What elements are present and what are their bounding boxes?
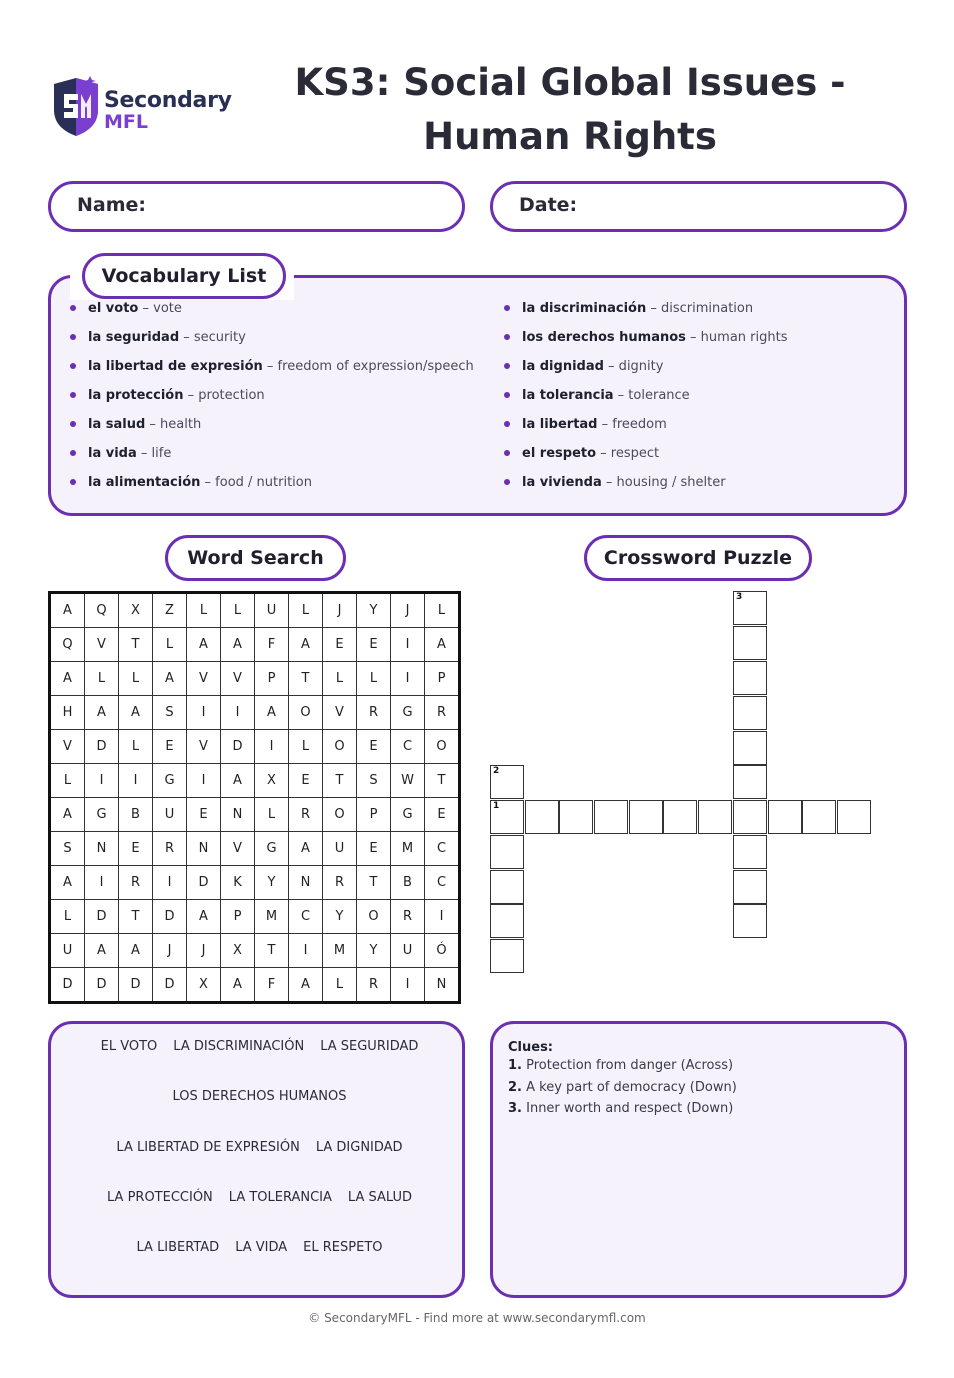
vocab-item	[70, 297, 470, 326]
grid-cell[interactable]: R	[357, 968, 391, 1003]
grid-cell[interactable]: M	[323, 934, 357, 968]
grid-cell[interactable]: E	[187, 798, 221, 832]
crossword-cell[interactable]	[559, 800, 593, 834]
grid-cell[interactable]: X	[221, 934, 255, 968]
crossword-cell[interactable]	[733, 800, 767, 834]
grid-cell[interactable]: M	[391, 832, 425, 866]
grid-cell[interactable]: L	[323, 662, 357, 696]
word-search-heading: Word Search	[165, 535, 346, 581]
word-list-item: LA DIGNIDAD	[315, 1140, 403, 1155]
grid-cell[interactable]: B	[391, 866, 425, 900]
grid-row	[50, 968, 460, 1003]
grid-cell[interactable]: O	[357, 900, 391, 934]
grid-cell[interactable]: G	[153, 764, 187, 798]
grid-cell[interactable]: E	[153, 730, 187, 764]
word-list-item: LA VIDA	[235, 1240, 288, 1255]
vocab-meaning: – protection	[183, 388, 265, 403]
grid-cell[interactable]: E	[357, 628, 391, 662]
vocab-item	[504, 442, 904, 471]
grid-cell[interactable]: D	[153, 968, 187, 1003]
word-list-item: LA TOLERANCIA	[228, 1190, 332, 1205]
name-label: Name:	[77, 194, 147, 216]
crossword-cell[interactable]	[768, 800, 802, 834]
vocab-meaning: – freedom of expression/speech	[262, 359, 474, 374]
bullet-icon	[504, 392, 510, 398]
grid-cell[interactable]: I	[289, 934, 323, 968]
grid-cell[interactable]: D	[221, 730, 255, 764]
grid-cell[interactable]: F	[255, 628, 289, 662]
grid-cell[interactable]: Y	[357, 934, 391, 968]
bullet-icon	[504, 479, 510, 485]
grid-cell[interactable]: A	[289, 968, 323, 1003]
grid-row	[50, 900, 460, 934]
grid-cell[interactable]: J	[323, 593, 357, 628]
grid-cell[interactable]: L	[323, 968, 357, 1003]
grid-cell[interactable]: E	[119, 832, 153, 866]
word-list-row	[51, 1089, 468, 1104]
logo-shield-icon	[50, 76, 102, 138]
grid-cell[interactable]: P	[357, 798, 391, 832]
word-search-grid	[48, 591, 461, 1004]
grid-cell[interactable]: N	[221, 798, 255, 832]
crossword-cell[interactable]	[490, 939, 524, 973]
grid-cell[interactable]: Y	[357, 593, 391, 628]
grid-cell[interactable]: O	[289, 696, 323, 730]
grid-cell[interactable]: E	[425, 798, 460, 832]
grid-cell[interactable]: S	[153, 696, 187, 730]
grid-cell[interactable]: X	[119, 593, 153, 628]
clue-number-2: 2	[493, 766, 500, 776]
grid-cell[interactable]: P	[221, 900, 255, 934]
crossword-cell[interactable]	[802, 800, 836, 834]
grid-cell[interactable]: V	[85, 628, 119, 662]
crossword-cell[interactable]	[733, 696, 767, 730]
crossword-cell[interactable]	[837, 800, 871, 834]
word-list-item: LA PROTECCIÓN	[107, 1190, 213, 1205]
word-list-item: LA SEGURIDAD	[320, 1039, 419, 1054]
grid-cell[interactable]: U	[391, 934, 425, 968]
vocab-meaning: – housing / shelter	[601, 475, 726, 490]
grid-cell[interactable]: L	[153, 628, 187, 662]
vocab-term: el voto	[88, 301, 139, 316]
crossword-cell[interactable]	[490, 835, 524, 869]
grid-cell[interactable]: I	[255, 730, 289, 764]
grid-cell[interactable]: V	[221, 832, 255, 866]
word-list-row	[51, 1240, 468, 1255]
grid-cell[interactable]: U	[153, 798, 187, 832]
crossword-cell[interactable]	[733, 835, 767, 869]
crossword-cell[interactable]	[733, 870, 767, 904]
grid-cell[interactable]: A	[425, 628, 460, 662]
vocab-meaning: – respect	[596, 446, 660, 461]
vocab-term: la seguridad	[88, 330, 180, 345]
grid-cell[interactable]: T	[255, 934, 289, 968]
grid-cell[interactable]: T	[119, 628, 153, 662]
vocab-term: la libertad	[522, 417, 598, 432]
grid-row	[50, 662, 460, 696]
crossword-cell[interactable]	[490, 800, 524, 834]
word-list-panel	[48, 1021, 465, 1298]
bullet-icon	[504, 450, 510, 456]
vocab-heading: Vocabulary List	[82, 253, 286, 299]
vocab-item	[504, 297, 904, 326]
bullet-icon	[70, 421, 76, 427]
grid-cell[interactable]: A	[289, 832, 323, 866]
clue-text: Protection from danger (Across)	[521, 1058, 734, 1073]
vocab-meaning: – vote	[138, 301, 182, 316]
grid-cell[interactable]: L	[50, 900, 85, 934]
grid-cell[interactable]: A	[153, 662, 187, 696]
grid-cell[interactable]: E	[357, 832, 391, 866]
grid-cell[interactable]: M	[255, 900, 289, 934]
grid-cell[interactable]: R	[391, 900, 425, 934]
grid-cell[interactable]: G	[391, 798, 425, 832]
grid-cell[interactable]: A	[50, 798, 85, 832]
grid-row	[50, 696, 460, 730]
grid-cell[interactable]: Z	[153, 593, 187, 628]
clue-text: A key part of democracy (Down)	[521, 1079, 737, 1095]
page-title: KS3: Social Global Issues - Human Rights	[294, 61, 846, 158]
grid-cell[interactable]: P	[425, 662, 460, 696]
grid-cell[interactable]: L	[221, 593, 255, 628]
crossword-cell[interactable]	[733, 765, 767, 799]
word-list-item: EL RESPETO	[303, 1240, 383, 1255]
grid-cell[interactable]: R	[119, 866, 153, 900]
grid-cell[interactable]: J	[391, 593, 425, 628]
vocab-list-right	[504, 297, 904, 500]
bullet-icon	[70, 479, 76, 485]
grid-cell[interactable]: L	[119, 730, 153, 764]
grid-cell[interactable]: I	[85, 764, 119, 798]
vocab-item	[70, 471, 470, 500]
grid-cell[interactable]: Ó	[425, 934, 460, 968]
clue-number: 3.	[508, 1101, 522, 1116]
grid-cell[interactable]: E	[323, 628, 357, 662]
grid-row	[50, 832, 460, 866]
crossword-cell[interactable]	[733, 661, 767, 695]
grid-cell[interactable]: O	[425, 730, 460, 764]
grid-cell[interactable]: S	[50, 832, 85, 866]
grid-row	[50, 934, 460, 968]
vocab-item	[70, 355, 474, 384]
vocab-meaning: – tolerance	[613, 388, 690, 403]
grid-cell[interactable]: A	[85, 696, 119, 730]
crossword-cell[interactable]	[663, 800, 697, 834]
grid-cell[interactable]: L	[50, 764, 85, 798]
grid-cell[interactable]: I	[187, 764, 221, 798]
clue-item	[508, 1080, 737, 1095]
crossword-cell[interactable]	[733, 626, 767, 660]
clue-number: 2.	[508, 1079, 522, 1095]
vocab-meaning: – security	[179, 330, 246, 345]
grid-cell[interactable]: I	[187, 696, 221, 730]
name-field[interactable]	[48, 181, 465, 232]
clues-panel	[490, 1021, 907, 1298]
crossword-cell[interactable]	[629, 800, 663, 834]
grid-cell[interactable]: R	[357, 696, 391, 730]
crossword-cell[interactable]	[733, 731, 767, 765]
grid-cell[interactable]: J	[153, 934, 187, 968]
grid-cell[interactable]: V	[50, 730, 85, 764]
word-list-row	[51, 1039, 468, 1054]
bullet-icon	[70, 334, 76, 340]
vocab-term: el respeto	[522, 446, 597, 461]
word-list-item: EL VOTO	[100, 1039, 158, 1054]
grid-cell[interactable]: K	[221, 866, 255, 900]
grid-cell[interactable]: A	[50, 662, 85, 696]
crossword-cell[interactable]	[490, 765, 524, 799]
grid-cell[interactable]: Q	[85, 593, 119, 628]
grid-cell[interactable]: V	[187, 662, 221, 696]
grid-cell[interactable]: A	[119, 934, 153, 968]
grid-cell[interactable]: A	[187, 628, 221, 662]
grid-cell[interactable]: D	[187, 866, 221, 900]
grid-cell[interactable]: D	[85, 900, 119, 934]
grid-cell[interactable]: I	[221, 696, 255, 730]
grid-cell[interactable]: N	[187, 832, 221, 866]
bullet-icon	[70, 363, 76, 369]
vocab-item	[70, 384, 470, 413]
grid-cell[interactable]: F	[255, 968, 289, 1003]
bullet-icon	[70, 450, 76, 456]
vocab-meaning: – freedom	[597, 417, 667, 432]
vocab-meaning: – food / nutrition	[200, 475, 312, 490]
grid-cell[interactable]: E	[289, 764, 323, 798]
grid-cell[interactable]: A	[221, 968, 255, 1003]
grid-cell[interactable]: R	[153, 832, 187, 866]
clue-number: 1.	[508, 1058, 522, 1073]
grid-cell[interactable]: V	[323, 696, 357, 730]
bullet-icon	[504, 334, 510, 340]
grid-cell[interactable]: L	[357, 662, 391, 696]
grid-cell[interactable]: O	[323, 798, 357, 832]
grid-cell[interactable]: G	[255, 832, 289, 866]
grid-cell[interactable]: A	[289, 628, 323, 662]
grid-cell[interactable]: Y	[255, 866, 289, 900]
crossword-cell[interactable]	[733, 904, 767, 938]
grid-cell[interactable]: C	[425, 832, 460, 866]
word-list-item: LA LIBERTAD DE EXPRESIÓN	[116, 1140, 300, 1155]
vocab-list-left	[70, 297, 474, 500]
grid-cell[interactable]: J	[187, 934, 221, 968]
grid-cell[interactable]: C	[425, 866, 460, 900]
grid-cell[interactable]: C	[391, 730, 425, 764]
grid-cell[interactable]: I	[425, 900, 460, 934]
bullet-icon	[70, 392, 76, 398]
logo-text-secondary: Secondary	[104, 88, 232, 113]
grid-cell[interactable]: L	[425, 593, 460, 628]
vocab-item	[504, 471, 904, 500]
grid-cell[interactable]: I	[119, 764, 153, 798]
word-list-item: LOS DERECHOS HUMANOS	[172, 1089, 347, 1104]
grid-cell[interactable]: D	[85, 968, 119, 1003]
grid-cell[interactable]: L	[289, 593, 323, 628]
grid-cell[interactable]: X	[255, 764, 289, 798]
grid-cell[interactable]: A	[221, 628, 255, 662]
grid-cell[interactable]: T	[357, 866, 391, 900]
clue-text: Inner worth and respect (Down)	[521, 1101, 734, 1116]
vocab-item	[70, 413, 470, 442]
vocab-meaning: – life	[136, 446, 172, 461]
word-list-item: LA DISCRIMINACIÓN	[173, 1039, 305, 1054]
grid-cell[interactable]: A	[221, 764, 255, 798]
crossword-cell[interactable]	[733, 591, 767, 625]
clue-number-1: 1	[493, 801, 500, 811]
grid-cell[interactable]: R	[425, 696, 460, 730]
vocab-term: la libertad de expresión	[88, 359, 263, 374]
grid-cell[interactable]: Y	[323, 900, 357, 934]
grid-cell[interactable]: A	[119, 696, 153, 730]
grid-cell[interactable]: W	[391, 764, 425, 798]
grid-cell[interactable]: Q	[50, 628, 85, 662]
grid-cell[interactable]: L	[289, 730, 323, 764]
grid-cell[interactable]: I	[85, 866, 119, 900]
grid-cell[interactable]: C	[289, 900, 323, 934]
bullet-icon	[70, 305, 76, 311]
vocab-term: la dignidad	[522, 359, 604, 374]
crossword-cell[interactable]	[490, 870, 524, 904]
grid-cell[interactable]: U	[255, 593, 289, 628]
footer: © SecondaryMFL - Find more at www.secondarymfl.com	[308, 1311, 646, 1325]
grid-cell[interactable]: H	[50, 696, 85, 730]
grid-cell[interactable]: D	[153, 900, 187, 934]
vocab-meaning: – health	[145, 417, 202, 432]
grid-cell[interactable]: P	[255, 662, 289, 696]
grid-cell[interactable]: R	[323, 866, 357, 900]
vocab-item	[70, 442, 470, 471]
crossword-cell[interactable]	[525, 800, 559, 834]
grid-cell[interactable]: R	[289, 798, 323, 832]
vocab-item	[70, 326, 470, 355]
vocab-meaning: – human rights	[685, 330, 788, 345]
word-list-item: LA LIBERTAD	[136, 1240, 220, 1255]
grid-cell[interactable]: D	[119, 968, 153, 1003]
crossword-cell[interactable]	[698, 800, 732, 834]
bullet-icon	[504, 363, 510, 369]
vocab-item	[504, 355, 904, 384]
word-list-row	[51, 1140, 468, 1155]
grid-cell[interactable]: I	[391, 628, 425, 662]
grid-row	[50, 730, 460, 764]
clue-number-3: 3	[736, 592, 743, 602]
grid-cell[interactable]: A	[50, 866, 85, 900]
grid-cell[interactable]: T	[289, 662, 323, 696]
grid-cell[interactable]: N	[425, 968, 460, 1003]
grid-cell[interactable]: V	[187, 730, 221, 764]
grid-cell[interactable]: D	[85, 730, 119, 764]
grid-cell[interactable]: A	[187, 900, 221, 934]
grid-cell[interactable]: A	[255, 696, 289, 730]
grid-cell[interactable]: O	[323, 730, 357, 764]
grid-cell[interactable]: T	[119, 900, 153, 934]
grid-cell[interactable]: E	[357, 730, 391, 764]
crossword-cell[interactable]	[490, 904, 524, 938]
grid-cell[interactable]: A	[50, 593, 85, 628]
vocab-meaning: – dignity	[603, 359, 664, 374]
grid-cell[interactable]: N	[289, 866, 323, 900]
crossword-cell[interactable]	[594, 800, 628, 834]
vocab-term: la salud	[88, 417, 146, 432]
grid-cell[interactable]: S	[357, 764, 391, 798]
grid-cell[interactable]: V	[221, 662, 255, 696]
vocab-term: los derechos humanos	[522, 330, 686, 345]
vocab-term: la vida	[88, 446, 137, 461]
clue-item	[508, 1058, 733, 1073]
bullet-icon	[504, 421, 510, 427]
grid-cell[interactable]: N	[85, 832, 119, 866]
bullet-icon	[504, 305, 510, 311]
vocab-item	[504, 384, 904, 413]
date-label: Date:	[519, 194, 578, 216]
grid-cell[interactable]: I	[391, 968, 425, 1003]
grid-row	[50, 628, 460, 662]
vocab-meaning: – discrimination	[646, 301, 754, 316]
grid-cell[interactable]: I	[391, 662, 425, 696]
grid-cell[interactable]: L	[187, 593, 221, 628]
vocab-term: la discriminación	[522, 301, 647, 316]
grid-cell[interactable]: B	[119, 798, 153, 832]
grid-row	[50, 866, 460, 900]
logo-text-mfl: MFL	[104, 111, 148, 133]
clues-title: Clues:	[508, 1040, 554, 1055]
vocab-item	[504, 326, 904, 355]
grid-cell[interactable]: U	[50, 934, 85, 968]
vocab-item	[504, 413, 904, 442]
grid-cell[interactable]: L	[85, 662, 119, 696]
grid-row	[50, 764, 460, 798]
grid-cell[interactable]: U	[323, 832, 357, 866]
grid-cell[interactable]: L	[119, 662, 153, 696]
grid-cell[interactable]: G	[391, 696, 425, 730]
grid-row	[50, 798, 460, 832]
clue-item	[508, 1101, 733, 1116]
vocab-term: la vivienda	[522, 475, 602, 490]
grid-cell[interactable]: X	[187, 968, 221, 1003]
vocab-term: la protección	[88, 388, 184, 403]
grid-cell[interactable]: L	[255, 798, 289, 832]
grid-cell[interactable]: T	[425, 764, 460, 798]
grid-cell[interactable]: A	[85, 934, 119, 968]
grid-cell[interactable]: G	[85, 798, 119, 832]
vocab-term: la tolerancia	[522, 388, 614, 403]
word-list-item: LA SALUD	[347, 1190, 412, 1205]
crossword-heading: Crossword Puzzle	[584, 535, 812, 581]
grid-cell[interactable]: D	[50, 968, 85, 1003]
grid-cell[interactable]: I	[153, 866, 187, 900]
vocab-term: la alimentación	[88, 475, 201, 490]
grid-cell[interactable]: T	[323, 764, 357, 798]
date-field[interactable]	[490, 181, 907, 232]
logo	[50, 74, 240, 140]
grid-row	[50, 593, 460, 628]
word-list-row	[51, 1190, 468, 1205]
